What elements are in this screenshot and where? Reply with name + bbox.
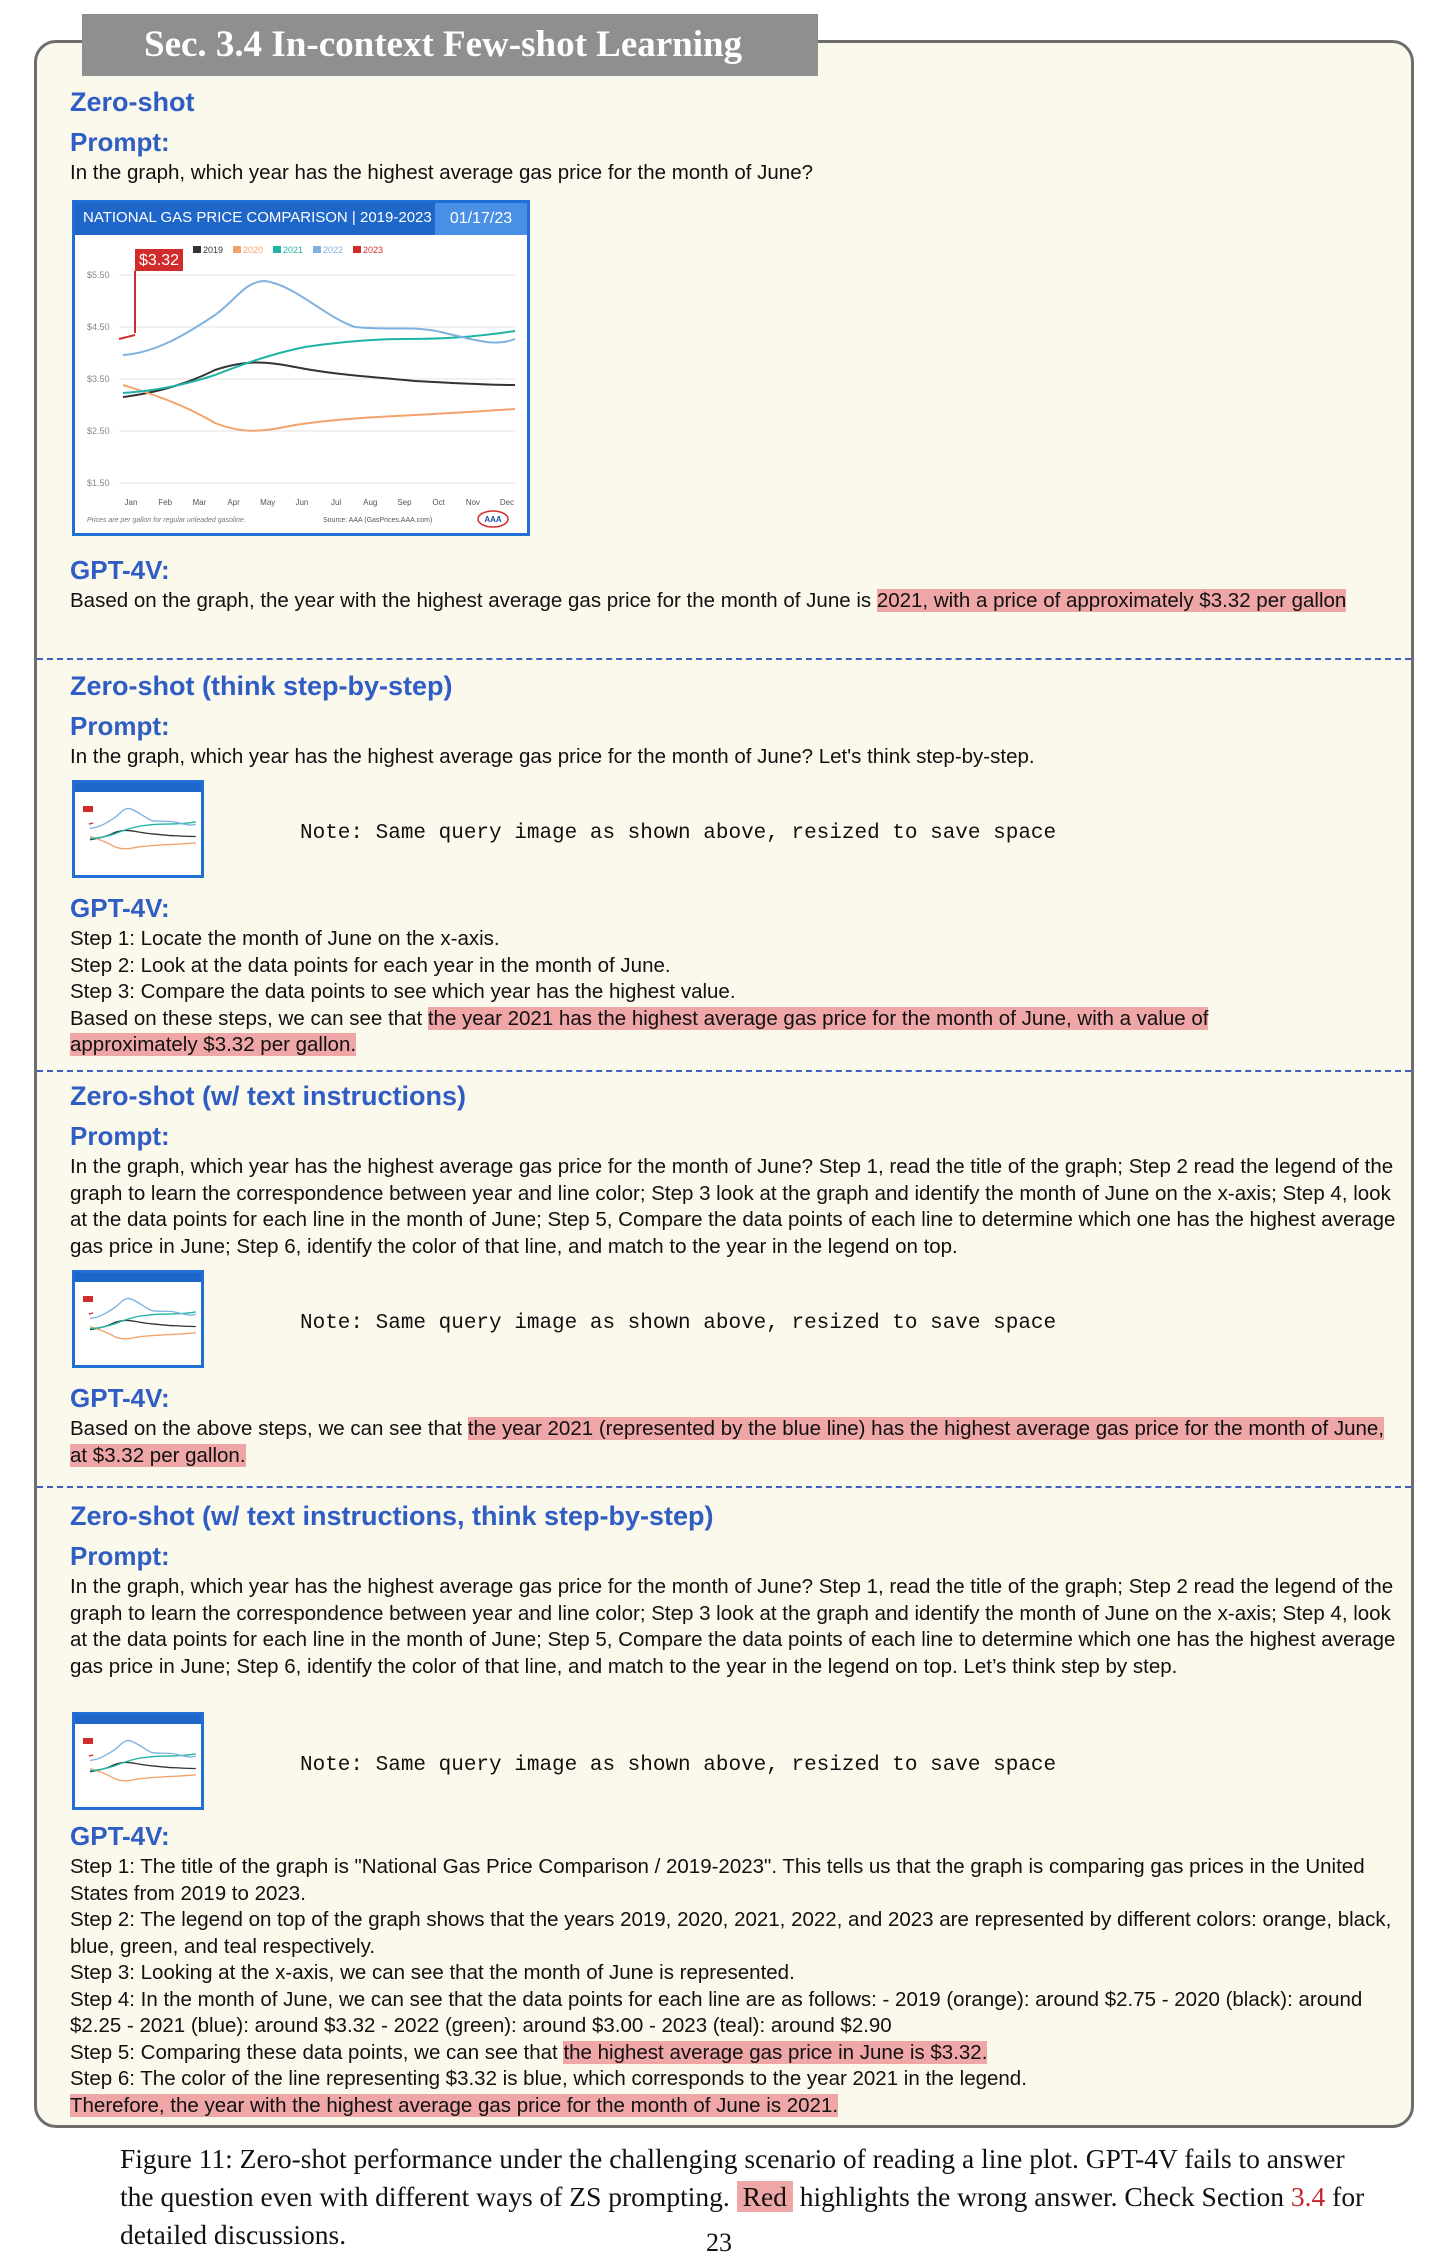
legend-swatch <box>273 246 281 253</box>
mini-series-line <box>90 1762 196 1771</box>
answer-step-1: Step 1: Locate the month of June on the x-axis. <box>70 927 500 950</box>
block-zero-shot-step <box>70 668 1400 771</box>
step5-highlight: the highest average gas price in June is $3.32. <box>563 2040 988 2064</box>
block-text-step-answer <box>70 1818 1400 2119</box>
block-heading: Zero-shot <box>70 87 195 117</box>
caption-red-word: Red <box>737 2181 793 2212</box>
block-heading: Zero-shot (think step-by-step) <box>70 671 453 701</box>
x-tick-label: Jun <box>295 498 309 507</box>
mini-series-line <box>90 837 196 849</box>
gas-price-chart <box>72 200 530 536</box>
mini-callout <box>83 1296 93 1302</box>
legend-label: 2019 <box>203 245 224 255</box>
separator <box>37 1070 1411 1072</box>
chart-lines <box>119 281 515 431</box>
mini-series-line <box>90 1327 196 1339</box>
legend-label: 2022 <box>323 245 344 255</box>
block-step-answer <box>70 890 1400 1059</box>
separator <box>37 658 1411 660</box>
block-heading: Zero-shot (w/ text instructions) <box>70 1081 467 1111</box>
block-zero-shot-text-step <box>70 1498 1400 1680</box>
x-tick-label: May <box>260 498 276 507</box>
caption-section-ref: 3.4 <box>1290 2181 1326 2212</box>
x-tick-label: Aug <box>363 498 378 507</box>
block-heading: Zero-shot (w/ text instructions, think step-by-step) <box>70 1501 714 1531</box>
y-tick-label: $2.50 <box>87 426 110 436</box>
x-tick-label: Nov <box>465 498 480 507</box>
chart-source: Source: AAA (GasPrices.AAA.com) <box>323 517 433 524</box>
thumbnail-chart <box>72 1712 204 1810</box>
series-line <box>123 281 515 355</box>
answer-line-6: Step 6: The color of the line representing $3.32 is blue, which corresponds to the year 2021 in the legend. <box>70 2067 1027 2090</box>
chart-header <box>75 203 527 235</box>
answer-line-1: Step 1: The title of the graph is "National Gas Price Comparison / 2019-2023". This tells us that the graph is comparing gas prices in the United States from 2019 to 2023. <box>70 1855 1365 1905</box>
block-zero-shot <box>70 84 1400 187</box>
answer-line-4: Step 4: In the month of June, we can see that the data points for each line are as follows: - 2019 (orange): around $2.75 - 2020 (black): around $2.25 - 2021 (blue): around $3.32 - 2022 (green): around $3.00 - 2023 (teal): around $2.90 <box>70 1987 1363 2037</box>
aaa-logo-text: AAA <box>484 515 502 524</box>
series-line <box>123 385 515 431</box>
x-tick-label: Jul <box>330 498 342 507</box>
prompt-label: Prompt: <box>70 1541 170 1571</box>
x-tick-label: Apr <box>227 498 240 507</box>
step5-plain: Step 5: Comparing these data points, we can see that <box>70 2040 564 2064</box>
mini-series-line <box>90 1320 196 1329</box>
mini-callout <box>83 806 93 812</box>
answer-text <box>70 1416 1400 1469</box>
y-tick-label: $5.50 <box>87 270 110 280</box>
answer-plain: Based on the above steps, we can see that <box>70 1417 468 1440</box>
figure-caption <box>120 2140 1370 2254</box>
series-line <box>119 335 135 339</box>
block-zero-shot-text <box>70 1078 1400 1260</box>
prompt-label: Prompt: <box>70 127 170 157</box>
chart-x-ticks <box>125 498 515 507</box>
x-tick-label: Oct <box>432 498 445 507</box>
x-tick-label: Sep <box>397 498 412 507</box>
answer-label: GPT-4V: <box>70 1383 170 1413</box>
prompt-label: Prompt: <box>70 711 170 741</box>
prompt-text: In the graph, which year has the highest average gas price for the month of June? Step 1, read the title of the graph; Step 2 read the legend of the graph to learn the correspondence between year and line color; Step 3 look at the graph and identify the month of June on the x-axis; Step 4, look at the data points for each line in the month of June; Step 5, Compare the data points of each line to determine which one has the highest average gas price in June; Step 6, identify the color of that line, and match to the year in the legend on top. Let’s think step by step. <box>70 1575 1396 1678</box>
caption-part2: highlights the wrong answer. Check Section <box>799 2181 1285 2212</box>
note-text: Note: Same query image as shown above, resized to save space <box>300 822 1057 845</box>
legend-label: 2023 <box>363 245 384 255</box>
legend-swatch <box>193 246 201 253</box>
mini-series-line <box>89 823 93 824</box>
block-text-answer <box>70 1380 1400 1469</box>
prompt-text: In the graph, which year has the highest average gas price for the month of June? Step 1, read the title of the graph; Step 2 read the legend of the graph to learn the correspondence between year and line color; Step 3 look at the graph and identify the month of June on the x-axis; Step 4, look at the data points for each line in the month of June; Step 5, Compare the data points of each line to determine which one has the highest average gas price in June; Step 6, identify the color of that line, and match to the year in the legend on top. <box>70 1155 1396 1258</box>
caption-part3: for detailed discussions. <box>120 2181 1365 2250</box>
answer-step-2: Step 2: Look at the data points for each year in the month of June. <box>70 953 671 977</box>
answer-text <box>70 588 1380 615</box>
answer-final <box>70 2093 1400 2120</box>
note-text: Note: Same query image as shown above, resized to save space <box>300 1312 1057 1335</box>
answer-plain: Based on these steps, we can see that <box>70 1006 428 1030</box>
y-tick-label: $3.50 <box>87 374 110 384</box>
chart-footnote: Prices are per gallon for regular unleaded gasoline. <box>87 517 246 524</box>
answer-highlight: the year 2021 has the highest average gas price for the month of June, with a value of approximately $3.32 per gallon. <box>70 1006 1209 1056</box>
answer-line-3: Step 3: Looking at the x-axis, we can see that the month of June is represented. <box>70 1961 795 1984</box>
x-tick-label: Dec <box>499 498 515 507</box>
caption-part1: Figure 11: Zero-shot performance under the challenging scenario of reading a line plot. GPT-4V fails to answer the question even with different ways of ZS prompting. <box>120 2143 1345 2212</box>
x-tick-label: Jan <box>124 498 138 507</box>
block-zero-shot-answer <box>70 552 1400 615</box>
prompt-text: In the graph, which year has the highest average gas price for the month of June? Let's think step-by-step. <box>70 745 1035 768</box>
callout-label: $3.32 <box>138 252 180 269</box>
chart-grid <box>87 270 515 488</box>
prompt-label: Prompt: <box>70 1121 170 1151</box>
chart-title: NATIONAL GAS PRICE COMPARISON | 2019-2023 <box>83 209 432 226</box>
mini-series-line <box>90 830 196 839</box>
legend-swatch <box>313 246 321 253</box>
mini-series-line <box>89 1313 93 1314</box>
y-tick-label: $1.50 <box>87 478 110 488</box>
chart-legend <box>193 245 383 255</box>
answer-highlight: 2021, with a price of approximately $3.32 per gallon <box>876 589 1347 612</box>
series-line <box>123 362 515 397</box>
thumbnail-chart <box>72 1270 204 1368</box>
chart-svg <box>75 235 527 535</box>
answer-line-5 <box>70 2040 1400 2067</box>
section-tab: Sec. 3.4 In-context Few-shot Learning <box>82 14 818 76</box>
legend-swatch <box>233 246 241 253</box>
legend-label: 2020 <box>243 245 264 255</box>
answer-highlight: the year 2021 (represented by the blue line) has the highest average gas price for the month of June, at $3.32 per gallon. <box>70 1417 1384 1467</box>
chart-date: 01/17/23 <box>435 203 527 235</box>
thumbnail-chart <box>72 780 204 878</box>
y-tick-label: $4.50 <box>87 322 110 332</box>
answer-text <box>70 1006 1330 1059</box>
answer-step-3: Step 3: Compare the data points to see which year has the highest value. <box>70 980 736 1003</box>
x-tick-label: Mar <box>192 498 207 507</box>
prompt-text: In the graph, which year has the highest average gas price for the month of June? <box>70 161 814 184</box>
note-text: Note: Same query image as shown above, resized to save space <box>300 1754 1057 1777</box>
answer-line-2: Step 2: The legend on top of the graph shows that the years 2019, 2020, 2021, 2022, and 2023 are represented by different colors: orange, black, blue, green, and teal respectively. <box>70 1908 1392 1958</box>
answer-label: GPT-4V: <box>70 555 170 585</box>
answer-plain: Based on the graph, the year with the highest average gas price for the month of June is <box>70 589 877 612</box>
mini-callout <box>83 1738 93 1744</box>
mini-series-line <box>89 1755 93 1756</box>
legend-swatch <box>353 246 361 253</box>
separator <box>37 1486 1411 1488</box>
legend-label: 2021 <box>283 245 304 255</box>
page-number: 23 <box>706 2228 732 2257</box>
final-highlight: Therefore, the year with the highest average gas price for the month of June is 2021. <box>70 2093 839 2117</box>
x-tick-label: Feb <box>158 498 173 507</box>
mini-series-line <box>90 1769 196 1781</box>
answer-label: GPT-4V: <box>70 893 170 923</box>
answer-label: GPT-4V: <box>70 1821 170 1851</box>
